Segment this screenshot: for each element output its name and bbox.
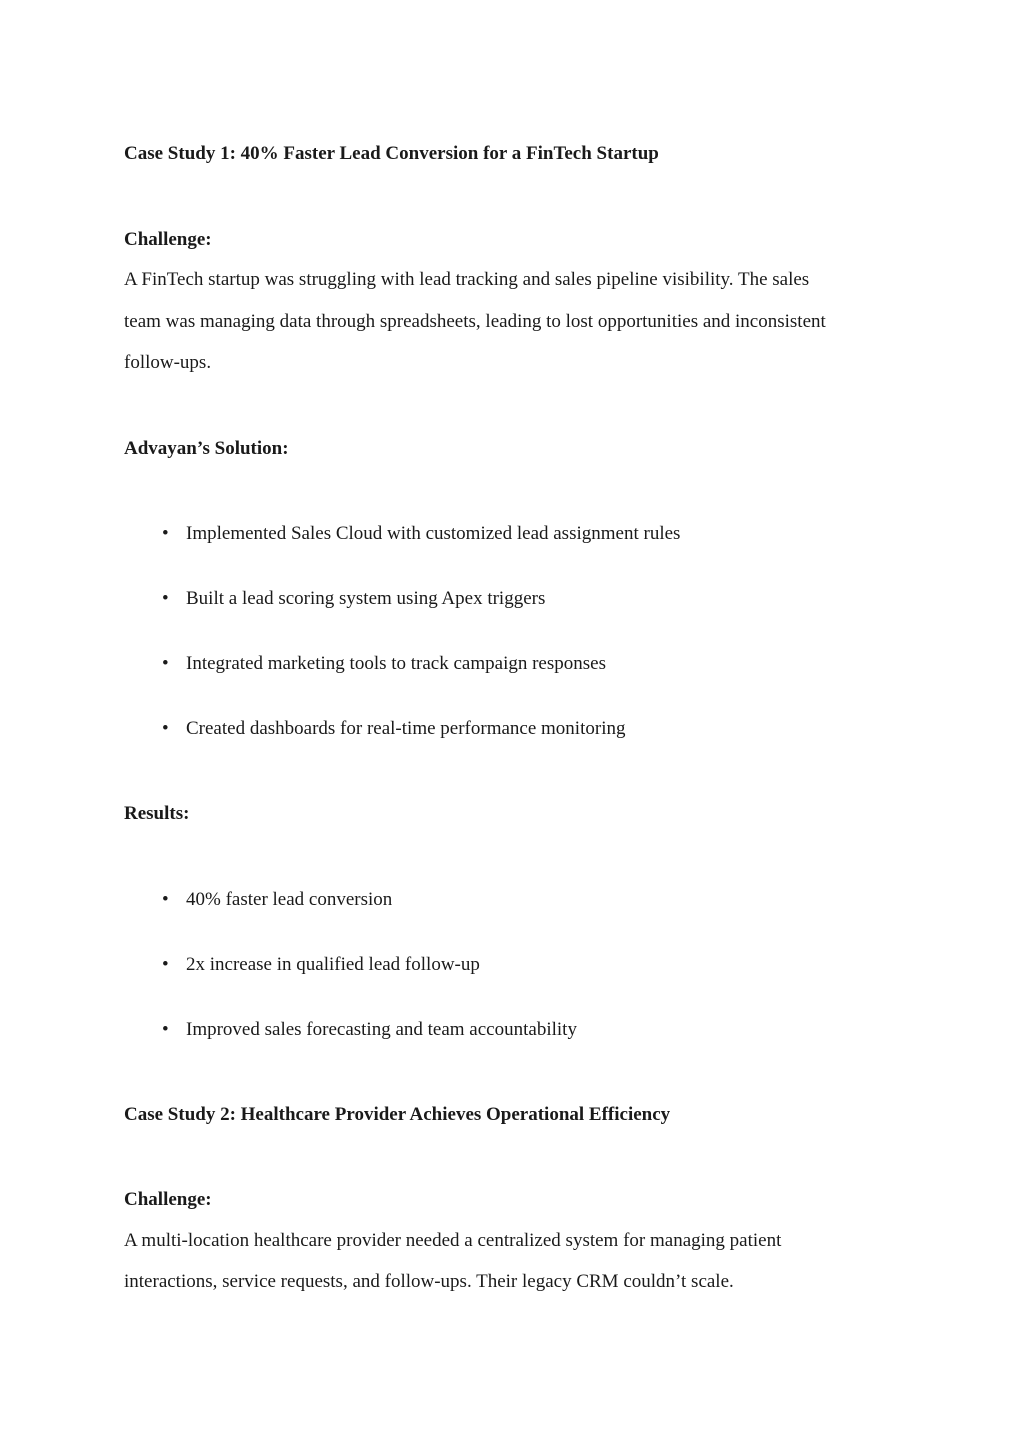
case-study-1-challenge-line-2: team was managing data through spreadsheets, leading to lost opportunities and inconsistent xyxy=(124,311,826,332)
results-list-item xyxy=(162,888,392,912)
solution-list-item xyxy=(162,522,680,546)
results-item-text: 2x increase in qualified lead follow-up xyxy=(186,954,480,975)
solution-list-item xyxy=(162,652,606,676)
bullet-icon: • xyxy=(162,1019,169,1040)
results-item-text: Improved sales forecasting and team accountability xyxy=(186,1019,577,1040)
solution-item-text: Built a lead scoring system using Apex triggers xyxy=(186,588,546,609)
bullet-icon: • xyxy=(162,954,169,975)
case-study-1-title: Case Study 1: 40% Faster Lead Conversion for a FinTech Startup xyxy=(124,143,659,164)
case-study-1-solution-label: Advayan’s Solution: xyxy=(124,438,289,459)
case-study-2-challenge-line-1: A multi-location healthcare provider needed a centralized system for managing patient xyxy=(124,1230,782,1251)
results-item-text: 40% faster lead conversion xyxy=(186,889,393,910)
case-study-1-results-label: Results: xyxy=(124,803,190,824)
case-study-1-challenge-label: Challenge: xyxy=(124,229,212,250)
case-study-2-title: Case Study 2: Healthcare Provider Achieves Operational Efficiency xyxy=(124,1104,671,1125)
case-study-1-challenge-line-3: follow-ups. xyxy=(124,352,212,373)
solution-list-item xyxy=(162,717,625,741)
solution-item-text: Integrated marketing tools to track campaign responses xyxy=(186,653,606,674)
case-study-2-challenge-line-2: interactions, service requests, and follow-ups. Their legacy CRM couldn’t scale. xyxy=(124,1271,734,1292)
case-study-1-challenge-line-1: A FinTech startup was struggling with lead tracking and sales pipeline visibility. The sales xyxy=(124,269,810,290)
results-list-item xyxy=(162,1018,577,1042)
bullet-icon: • xyxy=(162,588,169,609)
solution-item-text: Implemented Sales Cloud with customized lead assignment rules xyxy=(186,523,681,544)
bullet-icon: • xyxy=(162,653,169,674)
results-list-item xyxy=(162,953,480,977)
bullet-icon: • xyxy=(162,718,169,739)
case-study-2-challenge-label: Challenge: xyxy=(124,1189,212,1210)
solution-item-text: Created dashboards for real-time performance monitoring xyxy=(186,718,626,739)
solution-list-item xyxy=(162,587,545,611)
bullet-icon: • xyxy=(162,889,169,910)
bullet-icon: • xyxy=(162,523,169,544)
